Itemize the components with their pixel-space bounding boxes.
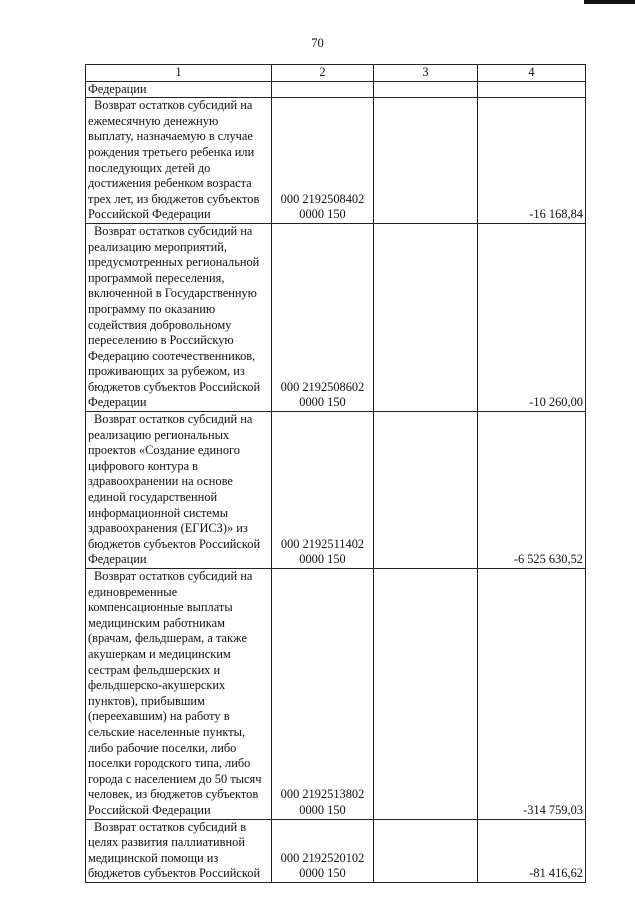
table-row [86,98,586,224]
description-line: либо рабочие поселки, либо [88,740,237,755]
description-line: (переехавшим) на работу в [88,709,230,724]
description-line: достижения ребенком возраста [88,176,252,191]
description-line: медицинским работникам [88,615,225,630]
column-header-1: 1 [86,65,272,82]
description-line: ежемесячную денежную [88,113,219,128]
column-header-2: 2 [272,65,374,82]
description-line: человек, из бюджетов субъектов [88,787,259,802]
row-column-3 [374,569,478,820]
column-number-header-row [86,65,586,82]
description-line: проектов «Создание единого [88,443,240,458]
row-description [86,819,272,882]
page-number: 70 [311,36,324,50]
description-line: выплату, назначаемую в случае [88,129,253,144]
budget-code-line: 0000 150 [299,866,346,881]
description-line: предусмотренных региональной [88,255,260,270]
description-line: программой переселения, [88,270,225,285]
description-line: поселки городского типа, либо [88,756,251,771]
description-line: программу по оказанию [88,301,216,316]
row-budget-code [272,819,374,882]
budget-code-line: 000 2192508402 [280,191,365,206]
row-description [86,98,272,224]
continuation-col3-cell [374,81,478,98]
description-line: акушеркам и медицинским [88,646,231,661]
continuation-text: Федерации [86,81,272,98]
description-line: содействия добровольному [88,317,232,332]
row-amount: -6 525 630,52 [478,412,586,569]
row-amount: -314 759,03 [478,569,586,820]
budget-code-line: 0000 150 [299,207,346,222]
description-line: (врачам, фельдшерам, а также [88,631,247,646]
description-line: включенной в Государственную [88,286,257,301]
scan-edge-mark [584,0,635,4]
row-amount: -10 260,00 [478,223,586,411]
budget-code-line: 000 2192508602 [280,379,365,394]
budget-code-line: 0000 150 [299,395,346,410]
row-column-3 [374,819,478,882]
table-row [86,412,586,569]
description-line: медицинской помощи из [88,850,219,865]
description-line: единовременные [88,584,178,599]
budget-code-line: 0000 150 [299,552,346,567]
row-description [86,223,272,411]
description-line: Возврат остатков субсидий в [94,819,247,834]
description-line: Возврат остатков субсидий на [94,98,253,113]
budget-code-line: 000 2192513802 [280,787,365,802]
row-budget-code [272,223,374,411]
budget-code-line: 000 2192511402 [280,536,365,551]
description-line: единой государственной [88,490,218,505]
continuation-code-cell [272,81,374,98]
description-line: бюджетов субъектов Российской [88,379,261,394]
description-line: здравоохранении на основе [88,474,233,489]
budget-code-line: 000 2192520102 [280,850,365,865]
continuation-amount-cell [478,81,586,98]
row-budget-code [272,412,374,569]
description-line: реализацию региональных [88,427,230,442]
table-row [86,819,586,882]
description-line: компенсационные выплаты [88,600,233,615]
description-line: реализацию мероприятий, [88,239,227,254]
row-description [86,569,272,820]
description-line: Федерацию соотечественников, [88,348,256,363]
row-budget-code [272,569,374,820]
description-line: информационной системы [88,505,229,520]
description-line: Российской Федерации [88,207,211,222]
budget-table [85,64,586,883]
description-line: целях развития паллиативной [88,835,245,850]
row-description [86,412,272,569]
description-line: Возврат остатков субсидий на [94,412,253,427]
row-amount: -81 416,62 [478,819,586,882]
description-line: сельские населенные пункты, [88,724,246,739]
description-line: Федерации [88,395,147,410]
description-line: бюджетов субъектов Российской [88,866,261,881]
row-column-3 [374,223,478,411]
description-line: цифрового контура в [88,458,199,473]
description-line: Российской Федерации [88,802,211,817]
description-line: Федерации [88,552,147,567]
description-line: пунктов), прибывшим [88,693,205,708]
table-row [86,223,586,411]
row-column-3 [374,98,478,224]
budget-code-line: 0000 150 [299,802,346,817]
description-line: здравоохранения (ЕГИСЗ)» из [88,521,248,536]
row-amount: -16 168,84 [478,98,586,224]
column-header-4: 4 [478,65,586,82]
description-line: последующих детей до [88,160,211,175]
row-budget-code [272,98,374,224]
description-line: города с населением до 50 тысяч [88,771,262,786]
description-line: Возврат остатков субсидий на [94,223,253,238]
description-line: рождения третьего ребенка или [88,144,255,159]
description-line: бюджетов субъектов Российской [88,536,261,551]
continuation-row [86,81,586,98]
column-header-3: 3 [374,65,478,82]
description-line: переселению в Российскую [88,333,234,348]
description-line: сестрам фельдшерских и [88,662,221,677]
description-line: проживающих за рубежом, из [88,364,245,379]
table-row [86,569,586,820]
description-line: Возврат остатков субсидий на [94,569,253,583]
description-line: фельдшерско-акушерских [88,678,226,693]
description-line: трех лет, из бюджетов субъектов [88,191,260,206]
row-column-3 [374,412,478,569]
